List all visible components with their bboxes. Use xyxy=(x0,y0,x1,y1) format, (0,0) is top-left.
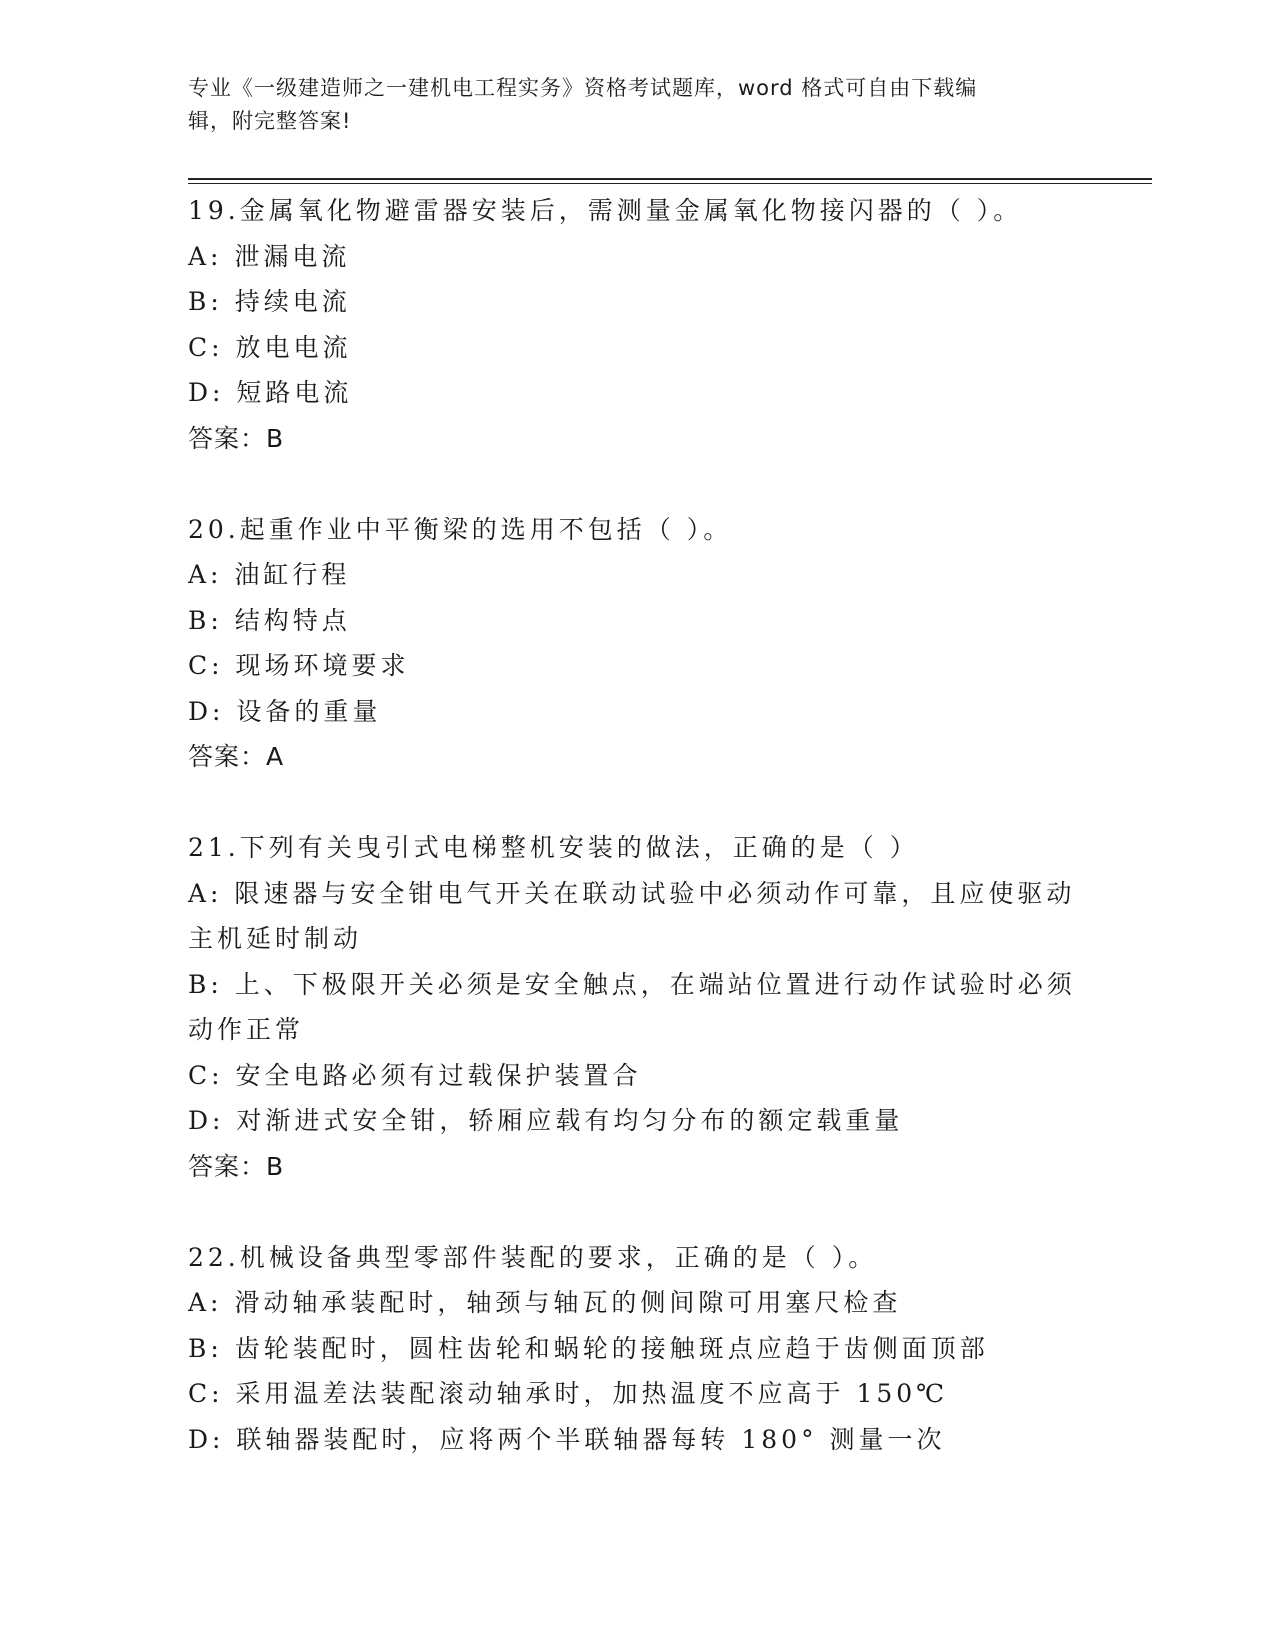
answer: 答案：B xyxy=(188,423,285,453)
header-line-2: 辑，附完整答案! xyxy=(188,109,352,133)
question-21 xyxy=(188,825,1088,1189)
option-c: C: 安全电路必须有过载保护装置合 xyxy=(188,1060,642,1090)
header-line-1: 专业《一级建造师之一建机电工程实务》资格考试题库，word 格式可自由下载编 xyxy=(188,76,978,100)
option-d: D: 设备的重量 xyxy=(188,696,382,726)
question-stem: 21.下列有关曳引式电梯整机安装的做法，正确的是（ ） xyxy=(188,833,919,862)
answer: 答案：A xyxy=(188,742,285,771)
question-list xyxy=(188,188,1088,1462)
question-20 xyxy=(188,507,1088,780)
question-19 xyxy=(188,188,1088,461)
option-a: A: 限速器与安全钳电气开关在联动试验中必须动作可靠，且应使驱动主机延时制动 xyxy=(188,878,1076,953)
spacer xyxy=(188,461,1088,507)
question-22 xyxy=(188,1235,1088,1463)
option-b: B: 齿轮装配时，圆柱齿轮和蜗轮的接触斑点应趋于齿侧面顶部 xyxy=(188,1333,989,1363)
option-d: D: 联轴器装配时，应将两个半联轴器每转 180° 测量一次 xyxy=(188,1424,946,1454)
question-stem: 20.起重作业中平衡梁的选用不包括（ ）。 xyxy=(188,514,733,544)
option-d: D: 短路电流 xyxy=(188,378,353,407)
question-stem: 22.机械设备典型零部件装配的要求，正确的是（ ）。 xyxy=(188,1242,878,1272)
document-header xyxy=(188,72,1068,138)
option-a: A: 滑动轴承装配时，轴颈与轴瓦的侧间隙可用塞尺检查 xyxy=(188,1288,902,1317)
spacer xyxy=(188,1189,1088,1235)
option-c: C: 采用温差法装配滚动轴承时，加热温度不应高于 150℃ xyxy=(188,1379,949,1408)
option-c: C: 放电电流 xyxy=(188,332,352,362)
option-c: C: 现场环境要求 xyxy=(188,651,410,680)
spacer xyxy=(188,780,1088,826)
question-stem: 19.金属氧化物避雷器安装后，需测量金属氧化物接闪器的（ ）。 xyxy=(188,196,1023,225)
answer: 答案：B xyxy=(188,1151,285,1181)
header-divider-thick xyxy=(188,178,1152,180)
option-b: B: 结构特点 xyxy=(188,605,351,635)
option-b: B: 上、下极限开关必须是安全触点，在端站位置进行动作试验时必须动作正常 xyxy=(188,969,1076,1044)
option-a: A: 泄漏电流 xyxy=(188,241,351,271)
header-divider-thin xyxy=(188,183,1152,184)
option-d: D: 对渐进式安全钳，轿厢应载有均匀分布的额定载重量 xyxy=(188,1106,904,1135)
option-a: A: 油缸行程 xyxy=(188,560,351,589)
option-b: B: 持续电流 xyxy=(188,287,351,316)
